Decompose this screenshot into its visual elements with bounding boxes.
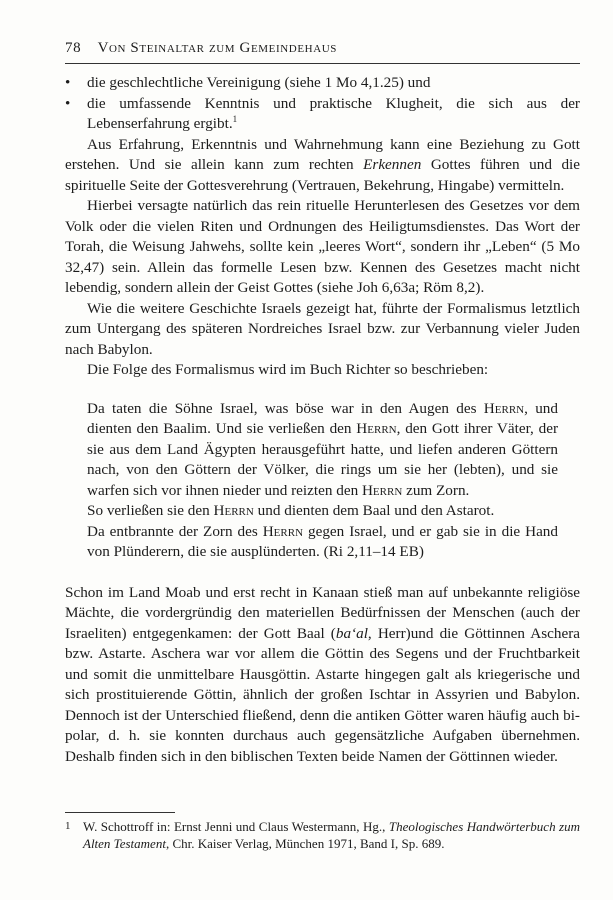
paragraph: Die Folge des Formalismus wird im Buch Richter so beschrieben: <box>87 361 489 378</box>
quote-line: Da entbrannte der Zorn des Herrn gegen Israel, und er gab sie in die Hand von Plünderern, die sie ausplünderten. (Ri 2,11–14 EB) <box>87 522 558 560</box>
running-header <box>65 40 580 64</box>
running-title: Von Steinaltar zum Gemeindehaus <box>97 40 338 56</box>
footnote-number: 1 <box>65 820 71 832</box>
footnote <box>65 818 580 852</box>
bullet-icon: • <box>65 74 71 91</box>
footnote-ref: 1 <box>232 113 238 124</box>
footnote-divider <box>65 812 175 813</box>
bullet-icon: • <box>65 94 71 112</box>
paragraph: Aus Erfahrung, Erkenntnis und Wahrnehmung kann eine Beziehung zu Gott erstehen. Und sie allein kann zum rechten Erkennen Gottes führen und die spirituelle Seite der Gottesverehrung (Vertrauen, Bekehrung, Hingabe) vermitteln. <box>65 135 581 194</box>
paragraph: Hierbei versagte natürlich das rein rituelle Herunterlesen des Gesetzes vor dem Volk oder die vielen Riten und Ordnungen des Heiligtumsdienstes. Das Wort der Torah, die Weisung Jahwehs, sollte kein „leeres Wort“, sondern ihr „Leben“ (5 Mo 32,47) sein. Allein das formelle Lesen bzw. Kennen des Gesetzes macht nicht lebendig, sondern allein der Geist Gottes (siehe Joh 6,63a; Röm 8,2). <box>65 197 580 296</box>
page-body <box>65 73 580 767</box>
page-number: 78 <box>65 40 82 56</box>
quote-line: So verließen sie den Herrn und dienten dem Baal und den Astarot. <box>87 502 495 519</box>
bullet-text: die geschlechtliche Vereinigung (siehe 1 Mo 4,1.25) und <box>87 74 431 91</box>
bullet-text: die umfassende Kenntnis und praktische Klugheit, die sich aus der Lebenserfahrung ergibt.$^1$ <box>87 94 580 132</box>
quote-line: Da taten die Söhne Israel, was böse war in den Augen des Herrn, und dienten den Baalim. Und sie verließen den Herrn, den Gott ihrer Väter, der sie aus dem Land Ägypten herausgeführt hatte, und liefen anderen Göttern nach, von den Göttern der Völker, die rings um sie her (lebten), und sie warfen sich vor ihnen nieder und reizten den Herrn zum Zorn. <box>87 399 558 499</box>
paragraph: Schon im Land Moab und erst recht in Kanaan stieß man auf unbekannte religiöse Mächte, die vordergründig den materiellen Bedürfnissen der Menschen (auch der Israeliten) entgegenkamen: der Gott Baal (ba‘al, Herr)und die Göttinnen Aschera bzw. Astarte. Aschera war vor allem die Göttin des Segens und der Fruchtbarkeit und somit die unmittelbare Hausgöttin. Astarte hingegen galt als kriegerische und sich prostituierende Göttin, ähnlich der großen Ischtar in Assyrien und Babylon. Dennoch ist der Unterschied fließend, denn die antiken Götter waren häufig auch bi-polar, d. h. sie konnten durchaus auch gegensätzliche Aufgaben übernehmen. Deshalb finden sich in den biblischen Texten beide Namen der Göttinnen wieder. <box>65 583 580 765</box>
block-quote <box>87 399 558 563</box>
bullet-item <box>65 73 580 94</box>
paragraph: Wie die weitere Geschichte Israels gezeigt hat, führte der Formalismus letztlich zum Untergang des späteren Nordreiches Israel bzw. zur Verbannung vieler Juden nach Babylon. <box>65 299 580 358</box>
bullet-item <box>65 94 580 135</box>
footnote-text: W. Schottroff in: Ernst Jenni und Claus Westermann, Hg., Theologisches Handwörterbuch zum Alten Testament, Chr. Kaiser Verlag, München 1971, Band I, Sp. 689. <box>83 819 580 851</box>
